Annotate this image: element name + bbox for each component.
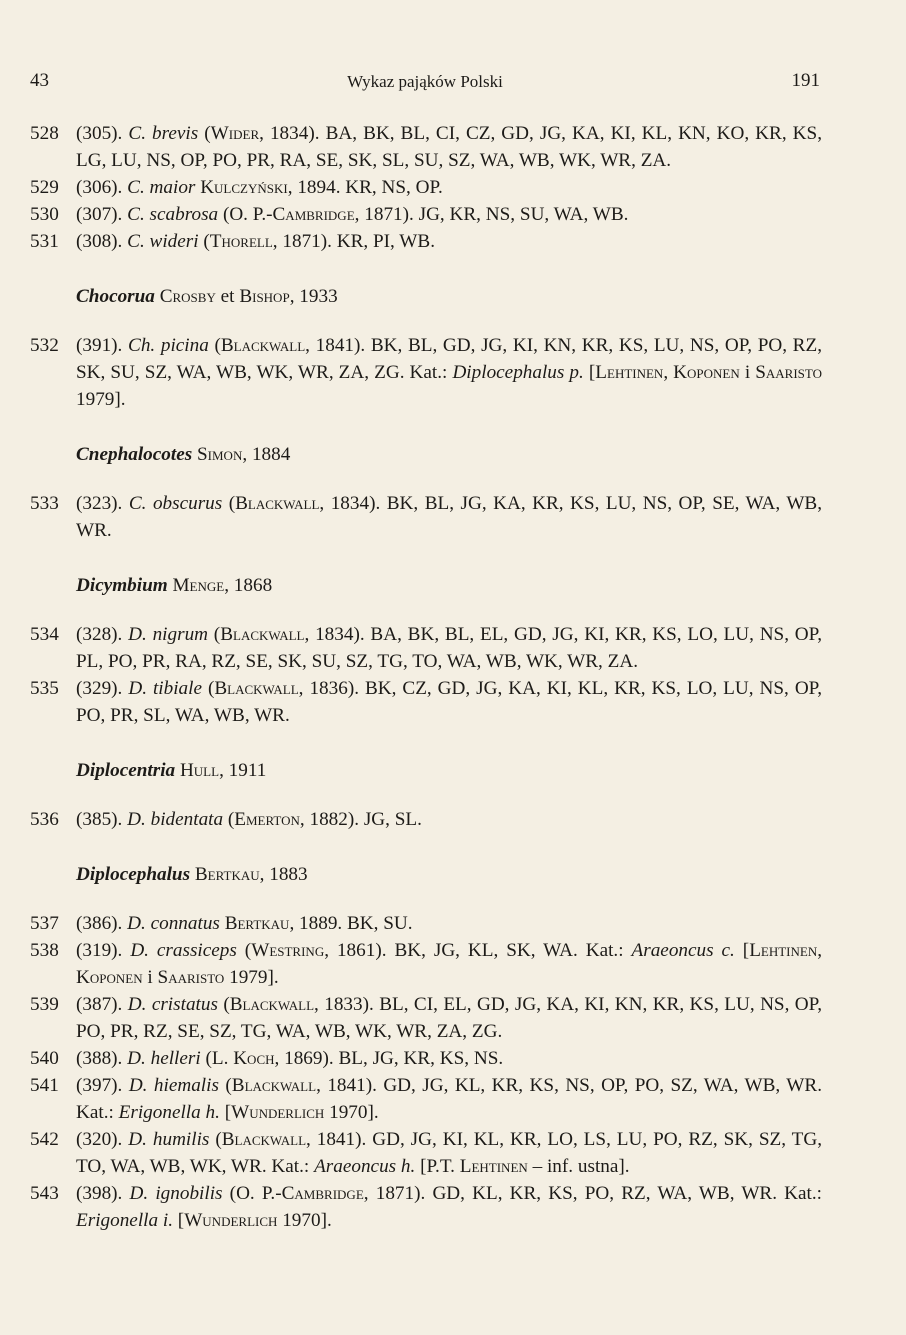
species-name: D. cristatus <box>127 994 218 1015</box>
localities: , 1833). BL, CI, EL, GD, JG, KA, KI, KN, KR, KS, LU, NS, OP, PO, PR, RZ, SE, SZ, TG, WA, WB, WK, WR, ZA, ZG. <box>76 994 822 1042</box>
species-name: C. wideri <box>127 231 199 252</box>
year: , 1884 <box>242 444 291 465</box>
species-name: C. maior <box>127 177 196 198</box>
species-name: D. hiemalis <box>128 1075 219 1096</box>
genus-heading-diplocephalus <box>30 861 822 888</box>
reference: Wunderlich <box>184 1210 278 1231</box>
entry-536: 536 (385). D. bidentata (Emerton, 1882). JG, SL. <box>30 806 822 833</box>
page-number: 191 <box>791 70 820 91</box>
localities: , 1841). GD, JG, KL, KR, KS, NS, OP, PO, SZ, WA, WB, WR. Kat.: <box>76 1075 823 1123</box>
author: Blackwall <box>214 678 299 699</box>
localities: , 1861). BK, JG, KL, SK, WA. Kat.: <box>324 940 632 961</box>
species-list <box>30 120 822 1234</box>
author: Blackwall <box>220 335 306 356</box>
genus-heading-chocorua: Chocorua Crosby et Bishop, 1933 <box>76 286 338 307</box>
entry-number: 539 <box>30 994 59 1015</box>
synonym: Diplocephalus p. <box>452 362 584 383</box>
synonym: Erigonella h. <box>118 1102 220 1123</box>
entry-540: 540 (388). D. helleri (L. Koch, 1869). BL, JG, KR, KS, NS. <box>30 1045 822 1072</box>
entry-number: 536 <box>30 809 59 830</box>
localities: , 1834). BA, BK, BL, EL, GD, JG, KI, KR, KS, LO, LU, NS, OP, PL, PO, PR, RA, RZ, SE, SK, SU, SZ, TG, TO, WA, WB, WK, WR, ZA. <box>76 624 822 672</box>
species-name: D. connatus <box>127 913 220 934</box>
localities: , 1882). JG, SL. <box>299 809 422 830</box>
localities: , 1834). BK, BL, JG, KA, KR, KS, LU, NS, OP, SE, WA, WB, WR. <box>76 493 823 541</box>
author: Bertkau <box>224 913 290 934</box>
species-name: Ch. picina <box>128 335 209 356</box>
author: Emerton <box>234 809 300 830</box>
genus-heading-dicymbium <box>30 572 822 599</box>
entry-number: 542 <box>30 1129 59 1150</box>
author: Hull <box>179 760 220 781</box>
species-name: D. tibiale <box>128 678 202 699</box>
species-name: C. brevis <box>128 123 199 144</box>
author: Bishop <box>239 286 290 307</box>
species-name: D. nigrum <box>128 624 209 645</box>
author: Simon <box>197 444 243 465</box>
genus-heading-diplocentria <box>30 757 822 784</box>
localities: , 1889. BK, SU. <box>289 913 413 934</box>
entry-532: 532 (391). Ch. picina (Blackwall, 1841). BK, BL, GD, JG, KI, KN, KR, KS, LU, NS, OP, PO, RZ, SK, SU, SZ, WA, WB, WK, WR, ZA, ZG. Kat.: Diplocephalus p. [Lehtinen, Koponen i Saaristo 1979]. <box>30 332 822 413</box>
year: , 1911 <box>219 760 267 781</box>
author: Crosby <box>159 286 216 307</box>
entry-529: 529 (306). C. maior Kulczyński, 1894. KR, NS, OP. <box>30 174 822 201</box>
reference: Wunderlich <box>231 1102 325 1123</box>
section-number: 43 <box>30 70 49 91</box>
entry-number: 532 <box>30 335 59 356</box>
author: Kulczyński <box>200 177 288 198</box>
localities: , 1841). GD, JG, KI, KL, KR, LO, LS, LU, PO, RZ, SK, SZ, TG, TO, WA, WB, WK, WR. Kat.: <box>76 1129 822 1177</box>
reference: Lehtinen <box>459 1156 528 1177</box>
author: Wider <box>210 123 260 144</box>
entry-537: 537 (386). D. connatus Bertkau, 1889. BK, SU. <box>30 910 822 937</box>
genus-name: Dicymbium <box>76 575 168 596</box>
species-name: D. ignobilis <box>129 1183 223 1204</box>
localities: , 1871). JG, KR, NS, SU, WA, WB. <box>354 204 629 225</box>
author: Blackwall <box>221 1129 307 1150</box>
entry-number: 534 <box>30 624 59 645</box>
entry-535: 535 (329). D. tibiale (Blackwall, 1836). BK, CZ, GD, JG, KA, KI, KL, KR, KS, LO, LU, NS, OP, PO, PR, SL, WA, WB, WR. <box>30 675 822 729</box>
localities: , 1894. KR, NS, OP. <box>287 177 443 198</box>
localities: , 1834). BA, BK, BL, CI, CZ, GD, JG, KA, KI, KL, KN, KO, KR, KS, LG, LU, NS, OP, PO, PR, RA, SE, SK, SL, SU, SZ, WA, WB, WK, WR, ZA. <box>76 123 823 171</box>
author: O. P.-Cambridge <box>229 204 355 225</box>
entry-530: 530 (307). C. scabrosa (O. P.-Cambridge, 1871). JG, KR, NS, SU, WA, WB. <box>30 201 822 228</box>
entry-539: 539 (387). D. cristatus (Blackwall, 1833). BL, CI, EL, GD, JG, KA, KI, KN, KR, KS, LU, NS, OP, PO, PR, RZ, SE, SZ, TG, WA, WB, WK, WR, ZA, ZG. <box>30 991 822 1045</box>
author: Blackwall <box>220 624 305 645</box>
entry-528: 528 (305). C. brevis (Wider, 1834). BA, BK, BL, CI, CZ, GD, JG, KA, KI, KL, KN, KO, KR, KS, LG, LU, NS, OP, PO, PR, RA, SE, SK, SL, SU, SZ, WA, WB, WK, WR, ZA. <box>30 120 822 174</box>
year: , 1933 <box>289 286 338 307</box>
author: Blackwall <box>235 493 320 514</box>
entry-number: 528 <box>30 123 59 144</box>
genus-name: Diplocephalus <box>76 864 191 885</box>
synonym: Erigonella i. <box>76 1210 173 1231</box>
entry-number: 537 <box>30 913 59 934</box>
year: , 1868 <box>224 575 273 596</box>
entry-531: 531 (308). C. wideri (Thorell, 1871). KR, PI, WB. <box>30 228 822 255</box>
entry-number: 535 <box>30 678 59 699</box>
localities: , 1871). GD, KL, KR, KS, PO, RZ, WA, WB, WR. Kat.: <box>363 1183 823 1204</box>
entry-533: 533 (323). C. obscurus (Blackwall, 1834). BK, BL, JG, KA, KR, KS, LU, NS, OP, SE, WA, WB, WR. <box>30 490 822 544</box>
author: Bertkau <box>194 864 260 885</box>
entry-542: 542 (320). D. humilis (Blackwall, 1841). GD, JG, KI, KL, KR, LO, LS, LU, PO, RZ, SK, SZ, TG, TO, WA, WB, WK, WR. Kat.: Araeoncus h. [P.T. Lehtinen – inf. ustna]. <box>30 1126 822 1180</box>
entry-543: 543 (398). D. ignobilis (O. P.-Cambridge, 1871). GD, KL, KR, KS, PO, RZ, WA, WB, WR. Kat.: Erigonella i. [Wunderlich 1970]. <box>30 1180 822 1234</box>
author: Menge <box>172 575 225 596</box>
entry-number: 530 <box>30 204 59 225</box>
species-name: C. scabrosa <box>127 204 219 225</box>
reference: Lehtinen, Koponen <box>76 940 823 988</box>
entry-number: 531 <box>30 231 59 252</box>
species-name: D. bidentata <box>127 809 224 830</box>
reference: Saaristo <box>157 967 225 988</box>
localities: , 1869). BL, JG, KR, KS, NS. <box>274 1048 504 1069</box>
genus-name: Cnephalocotes <box>76 444 193 465</box>
localities: , 1871). KR, PI, WB. <box>272 231 435 252</box>
author: Thorell <box>209 231 273 252</box>
species-name: D. crassiceps <box>130 940 237 961</box>
author: O. P.-Cambridge <box>236 1183 364 1204</box>
entry-number: 540 <box>30 1048 59 1069</box>
entry-number: 538 <box>30 940 59 961</box>
species-name: C. obscurus <box>128 493 223 514</box>
author: Blackwall <box>229 994 315 1015</box>
synonym: Araeoncus c. <box>631 940 735 961</box>
entry-number: 529 <box>30 177 59 198</box>
synonym: Araeoncus h. <box>314 1156 416 1177</box>
localities: , 1841). BK, BL, GD, JG, KI, KN, KR, KS, LU, NS, OP, PO, RZ, SK, SU, SZ, WA, WB, WK, WR, ZA, ZG. Kat.: <box>76 335 822 383</box>
year: , 1883 <box>259 864 308 885</box>
genus-name: Chocorua <box>76 286 155 307</box>
entry-number: 541 <box>30 1075 59 1096</box>
author: Westring <box>251 940 325 961</box>
author: L. Koch <box>211 1048 275 1069</box>
genus-name: Diplocentria <box>76 760 176 781</box>
reference: Saaristo <box>755 362 822 383</box>
reference: Lehtinen, Koponen <box>595 362 740 383</box>
entry-number: 543 <box>30 1183 59 1204</box>
entry-number: 533 <box>30 493 59 514</box>
localities: , 1836). BK, CZ, GD, JG, KA, KI, KL, KR, KS, LO, LU, NS, OP, PO, PR, SL, WA, WB, WR. <box>76 678 823 726</box>
page-header <box>30 70 820 100</box>
entry-541: 541 (397). D. hiemalis (Blackwall, 1841). GD, JG, KL, KR, KS, NS, OP, PO, SZ, WA, WB, WR. Kat.: Erigonella h. [Wunderlich 1970]. <box>30 1072 822 1126</box>
entry-538: 538 (319). D. crassiceps (Westring, 1861). BK, JG, KL, SK, WA. Kat.: Araeoncus c. [Lehtinen, Koponen i Saaristo 1979]. <box>30 937 822 991</box>
species-name: D. helleri <box>127 1048 201 1069</box>
running-title: Wykaz pająków Polski <box>347 72 503 91</box>
author: Blackwall <box>231 1075 317 1096</box>
species-name: D. humilis <box>128 1129 210 1150</box>
entry-534: 534 (328). D. nigrum (Blackwall, 1834). BA, BK, BL, EL, GD, JG, KI, KR, KS, LO, LU, NS, OP, PL, PO, PR, RA, RZ, SE, SK, SU, SZ, TG, TO, WA, WB, WK, WR, ZA. <box>30 621 822 675</box>
genus-heading-cnephalocotes <box>30 441 822 468</box>
